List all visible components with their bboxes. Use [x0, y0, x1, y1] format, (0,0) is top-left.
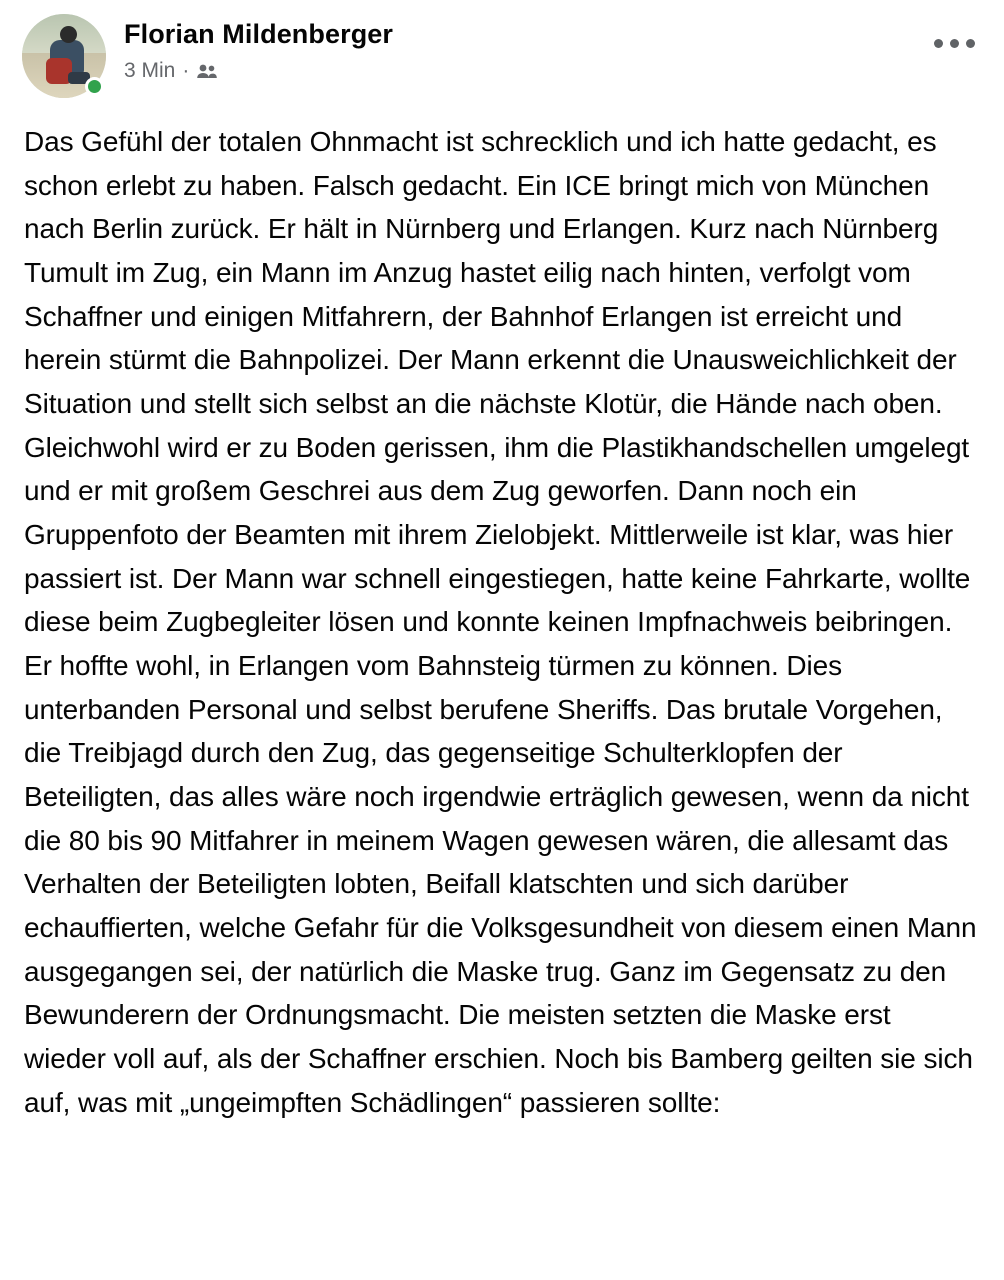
- post-timestamp[interactable]: 3 Min: [124, 58, 176, 82]
- post-header: [0, 0, 1004, 98]
- online-status-dot-icon: [85, 77, 104, 96]
- post-meta-separator: ·: [182, 58, 190, 82]
- friends-icon[interactable]: [196, 63, 218, 79]
- more-options-icon: [950, 39, 959, 48]
- post-author-name[interactable]: Florian Mildenberger: [124, 19, 394, 49]
- avatar[interactable]: [22, 14, 106, 98]
- more-options-icon: [966, 39, 975, 48]
- post-meta: [124, 59, 982, 83]
- more-options-icon: [934, 39, 943, 48]
- more-options-button[interactable]: [926, 26, 982, 60]
- avatar-person-head: [60, 26, 77, 43]
- post-header-text: [124, 14, 982, 83]
- post-body: [0, 98, 1004, 1124]
- post-text: Das Gefühl der totalen Ohnmacht ist schrecklich und ich hatte gedacht, es schon erlebt zu haben. Falsch gedacht. Ein ICE bringt mich von München nach Berlin zurück. Er hält in Nürnberg und Erlangen. Kurz nach Nürnberg Tumult im Zug, ein Mann im Anzug hastet eilig nach hinten, verfolgt vom Schaffner und einigen Mitfahrern, der Bahnhof Erlangen ist erreicht und herein stürmt die Bahnpolizei. Der Mann erkennt die Unausweichlichkeit der Situation und stellt sich selbst an die nächste Klotür, die Hände nach oben. Gleichwohl wird er zu Boden gerissen, ihm die Plastikhandschellen umgelegt und er mit großem Geschrei aus dem Zug geworfen. Dann noch ein Gruppenfoto der Beamten mit ihrem Zielobjekt. Mittlerweile ist klar, was hier passiert ist. Der Mann war schnell eingestiegen, hatte keine Fahrkarte, wollte diese beim Zugbegleiter lösen und konnte keinen Impfnachweis beibringen. Er hoffte wohl, in Erlangen vom Bahnsteig türmen zu können. Dies unterbanden Personal und selbst berufene Sheriffs. Das brutale Vorgehen, die Treibjagd durch den Zug, das gegenseitige Schulterklopfen der Beteiligten, das alles wäre noch irgendwie erträglich gewesen, wenn da nicht die 80 bis 90 Mitfahrer in meinem Wagen gewesen wären, die allesamt das Verhalten der Beteiligten lobten, Beifall klatschten und sich darüber echauffierten, welche Gefahr für die Volksgesundheit von diesem einen Mann ausgegangen sei, der natürlich die Maske trug. Ganz im Gegensatz zu den Bewunderern der Ordnungsmacht. Die meisten setzten die Maske erst wieder voll auf, als der Schaffner erschien. Noch bis Bamberg geilten sie sich auf, was mit „ungeimpften Schädlingen“ passieren sollte:: [24, 126, 985, 1118]
